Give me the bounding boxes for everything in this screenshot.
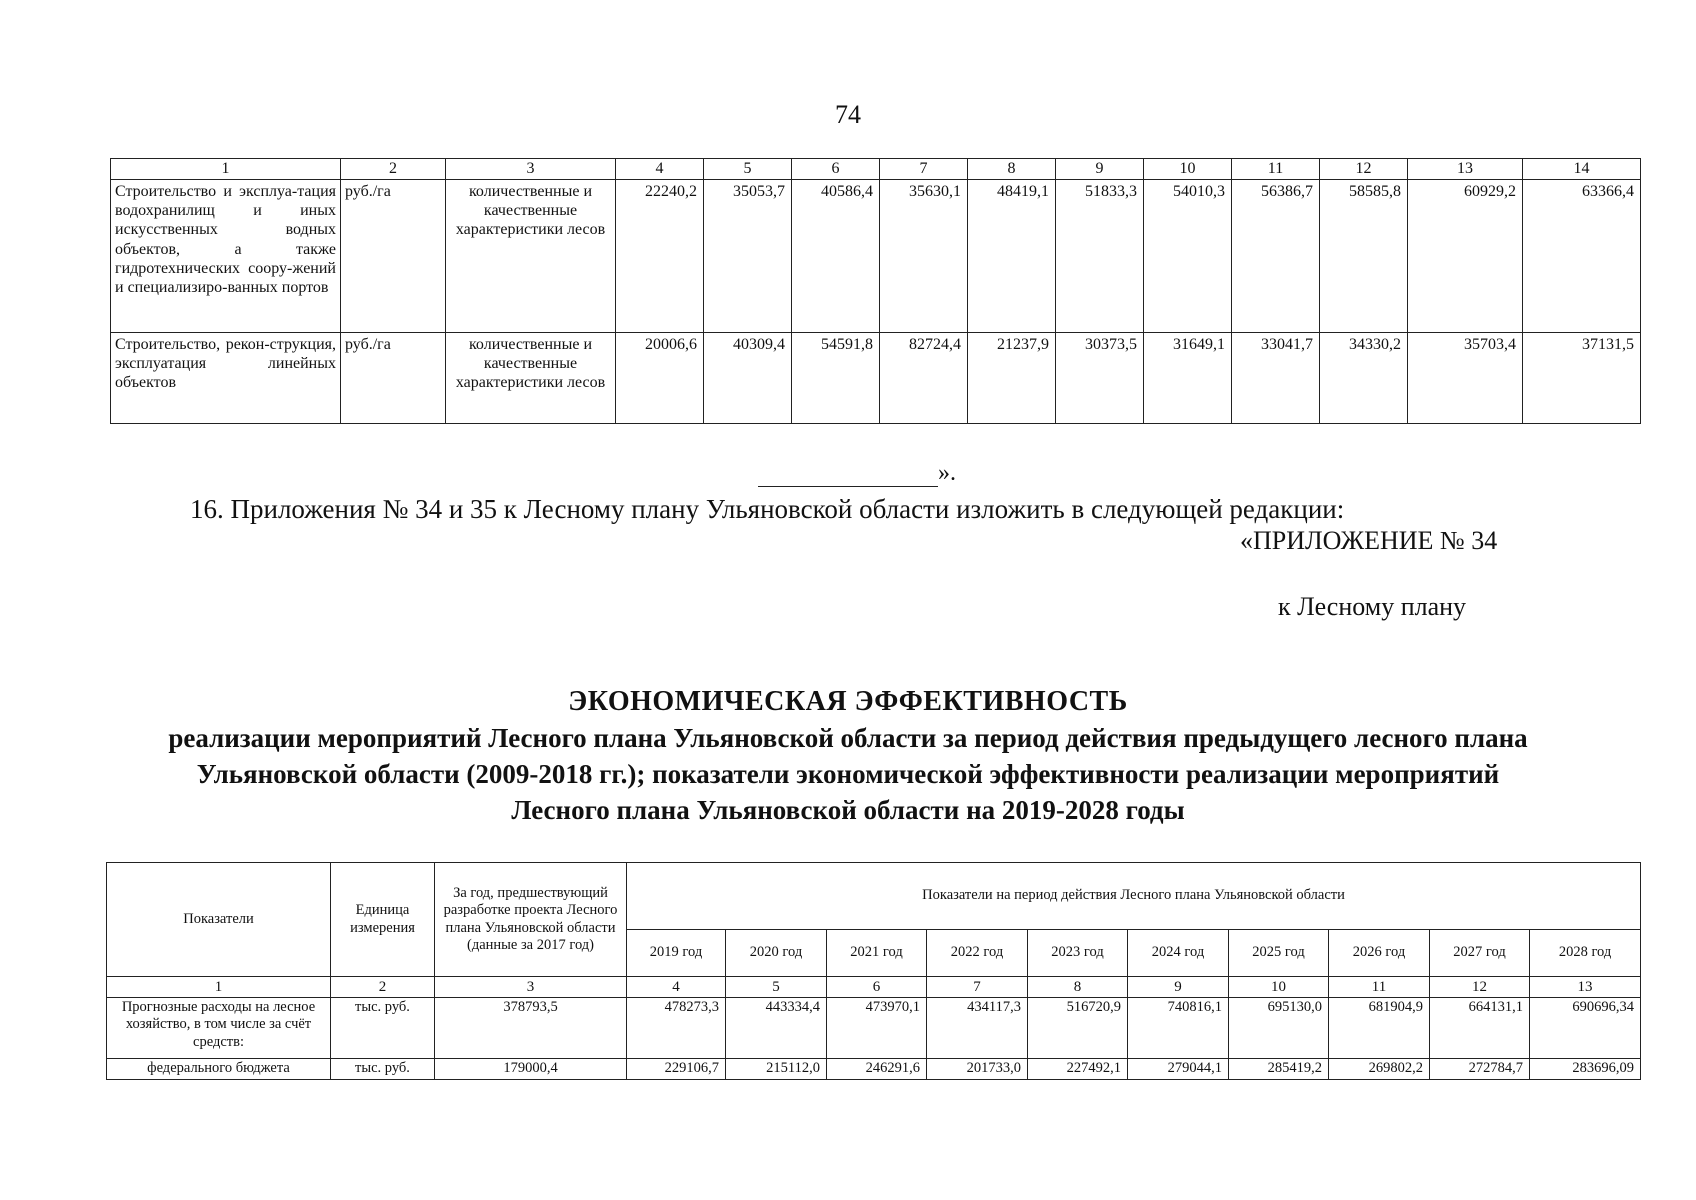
column-number: 5 bbox=[704, 159, 792, 180]
column-number: 9 bbox=[1128, 977, 1229, 998]
plan-reference: к Лесному плану bbox=[1278, 592, 1467, 621]
value-cell: 60929,2 bbox=[1408, 180, 1523, 333]
value-cell: 227492,1 bbox=[1028, 1059, 1128, 1080]
value-cell: 740816,1 bbox=[1128, 998, 1229, 1059]
header-year: 2024 год bbox=[1128, 930, 1229, 977]
value-cell: 20006,6 bbox=[616, 333, 704, 424]
value-cell: 34330,2 bbox=[1320, 333, 1408, 424]
subtitle-line: реализации мероприятий Лесного плана Ульяновской области за период действия предыдущего лесного плана bbox=[168, 723, 1528, 753]
column-number: 7 bbox=[880, 159, 968, 180]
value-cell: 443334,4 bbox=[726, 998, 827, 1059]
row-prior-value: 378793,5 bbox=[435, 998, 627, 1059]
value-cell: 35053,7 bbox=[704, 180, 792, 333]
row-characteristic: количественные и качественные характеристики лесов bbox=[446, 180, 616, 333]
row-name: Прогнозные расходы на лесное хозяйство, в том числе за счёт средств: bbox=[107, 998, 331, 1059]
value-cell: 285419,2 bbox=[1229, 1059, 1329, 1080]
column-number: 5 bbox=[726, 977, 827, 998]
column-number: 6 bbox=[792, 159, 880, 180]
value-cell: 473970,1 bbox=[827, 998, 927, 1059]
header-period: Показатели на период действия Лесного плана Ульяновской области bbox=[627, 863, 1641, 930]
column-number: 8 bbox=[968, 159, 1056, 180]
value-cell: 272784,7 bbox=[1430, 1059, 1530, 1080]
table-header-row bbox=[111, 159, 1641, 180]
column-number: 2 bbox=[331, 977, 435, 998]
value-cell: 51833,3 bbox=[1056, 180, 1144, 333]
value-cell: 31649,1 bbox=[1144, 333, 1232, 424]
instruction-text: 16. Приложения № 34 и 35 к Лесному плану Ульяновской области изложить в следующей редакции: bbox=[190, 494, 1345, 524]
value-cell: 229106,7 bbox=[627, 1059, 726, 1080]
value-cell: 63366,4 bbox=[1523, 180, 1641, 333]
column-number: 6 bbox=[827, 977, 927, 998]
value-cell: 201733,0 bbox=[927, 1059, 1028, 1080]
value-cell: 283696,09 bbox=[1530, 1059, 1641, 1080]
column-number: 4 bbox=[616, 159, 704, 180]
value-cell: 681904,9 bbox=[1329, 998, 1430, 1059]
column-number: 9 bbox=[1056, 159, 1144, 180]
row-prior-value: 179000,4 bbox=[435, 1059, 627, 1080]
column-number: 3 bbox=[435, 977, 627, 998]
column-number: 10 bbox=[1229, 977, 1329, 998]
column-number: 3 bbox=[446, 159, 616, 180]
value-cell: 58585,8 bbox=[1320, 180, 1408, 333]
value-cell: 279044,1 bbox=[1128, 1059, 1229, 1080]
closing-mark bbox=[758, 460, 956, 487]
column-number: 11 bbox=[1232, 159, 1320, 180]
efficiency-table bbox=[106, 862, 1641, 1080]
value-cell: 35630,1 bbox=[880, 180, 968, 333]
column-number: 13 bbox=[1408, 159, 1523, 180]
value-cell: 22240,2 bbox=[616, 180, 704, 333]
row-unit: тыс. руб. bbox=[331, 1059, 435, 1080]
column-number: 8 bbox=[1028, 977, 1128, 998]
value-cell: 54591,8 bbox=[792, 333, 880, 424]
value-cell: 478273,3 bbox=[627, 998, 726, 1059]
value-cell: 40309,4 bbox=[704, 333, 792, 424]
value-cell: 30373,5 bbox=[1056, 333, 1144, 424]
value-cell: 664131,1 bbox=[1430, 998, 1530, 1059]
table-row bbox=[111, 333, 1641, 424]
header-prior-year: За год, предшествующий разработке проекта Лесного плана Ульяновской области (данные за 2017 год) bbox=[435, 863, 627, 977]
document-subtitle bbox=[130, 720, 1566, 828]
row-name: федерального бюджета bbox=[107, 1059, 331, 1080]
appendix-label: «ПРИЛОЖЕНИЕ № 34 bbox=[1240, 526, 1498, 555]
subtitle-line: Лесного плана Ульяновской области на 2019-2028 годы bbox=[511, 795, 1185, 825]
value-cell: 516720,9 bbox=[1028, 998, 1128, 1059]
header-year: 2027 год bbox=[1430, 930, 1530, 977]
header-year: 2021 год bbox=[827, 930, 927, 977]
table-header-row bbox=[107, 863, 1641, 930]
column-number-row bbox=[107, 977, 1641, 998]
value-cell: 37131,5 bbox=[1523, 333, 1641, 424]
closing-quote: ». bbox=[938, 460, 956, 486]
document-title: ЭКОНОМИЧЕСКАЯ ЭФФЕКТИВНОСТЬ bbox=[568, 686, 1128, 717]
value-cell: 215112,0 bbox=[726, 1059, 827, 1080]
header-year: 2026 год bbox=[1329, 930, 1430, 977]
subtitle-line: Ульяновской области (2009-2018 гг.); показатели экономической эффективности реализации мероприятий bbox=[196, 759, 1500, 789]
table-row bbox=[107, 998, 1641, 1059]
column-number: 7 bbox=[927, 977, 1028, 998]
column-number: 11 bbox=[1329, 977, 1430, 998]
value-cell: 35703,4 bbox=[1408, 333, 1523, 424]
table-row bbox=[111, 180, 1641, 333]
header-year: 2022 год bbox=[927, 930, 1028, 977]
continued-table bbox=[110, 158, 1641, 424]
value-cell: 21237,9 bbox=[968, 333, 1056, 424]
header-unit: Единица измерения bbox=[331, 863, 435, 977]
column-number: 12 bbox=[1430, 977, 1530, 998]
value-cell: 690696,34 bbox=[1530, 998, 1641, 1059]
page-number: 74 bbox=[835, 100, 861, 129]
column-number: 13 bbox=[1530, 977, 1641, 998]
row-name: Строительство и эксплуа-тация водохранилищ и иных искусственных водных объектов, а также гидротехнических соору-жений и специализиро-ванных портов bbox=[111, 180, 341, 333]
column-number: 4 bbox=[627, 977, 726, 998]
value-cell: 48419,1 bbox=[968, 180, 1056, 333]
row-characteristic: количественные и качественные характеристики лесов bbox=[446, 333, 616, 424]
value-cell: 33041,7 bbox=[1232, 333, 1320, 424]
column-number: 2 bbox=[341, 159, 446, 180]
value-cell: 54010,3 bbox=[1144, 180, 1232, 333]
header-year: 2019 год bbox=[627, 930, 726, 977]
value-cell: 269802,2 bbox=[1329, 1059, 1430, 1080]
column-number: 1 bbox=[111, 159, 341, 180]
value-cell: 434117,3 bbox=[927, 998, 1028, 1059]
header-year: 2020 год bbox=[726, 930, 827, 977]
column-number: 1 bbox=[107, 977, 331, 998]
value-cell: 695130,0 bbox=[1229, 998, 1329, 1059]
row-unit: руб./га bbox=[341, 333, 446, 424]
header-year: 2023 год bbox=[1028, 930, 1128, 977]
row-unit: руб./га bbox=[341, 180, 446, 333]
value-cell: 82724,4 bbox=[880, 333, 968, 424]
closing-line bbox=[758, 464, 938, 487]
column-number: 12 bbox=[1320, 159, 1408, 180]
value-cell: 56386,7 bbox=[1232, 180, 1320, 333]
header-year: 2025 год bbox=[1229, 930, 1329, 977]
value-cell: 246291,6 bbox=[827, 1059, 927, 1080]
row-unit: тыс. руб. bbox=[331, 998, 435, 1059]
column-number: 14 bbox=[1523, 159, 1641, 180]
column-number: 10 bbox=[1144, 159, 1232, 180]
header-indicators: Показатели bbox=[107, 863, 331, 977]
table-row bbox=[107, 1059, 1641, 1080]
header-year: 2028 год bbox=[1530, 930, 1641, 977]
value-cell: 40586,4 bbox=[792, 180, 880, 333]
row-name: Строительство, рекон-струкция, эксплуатация линейных объектов bbox=[111, 333, 341, 424]
